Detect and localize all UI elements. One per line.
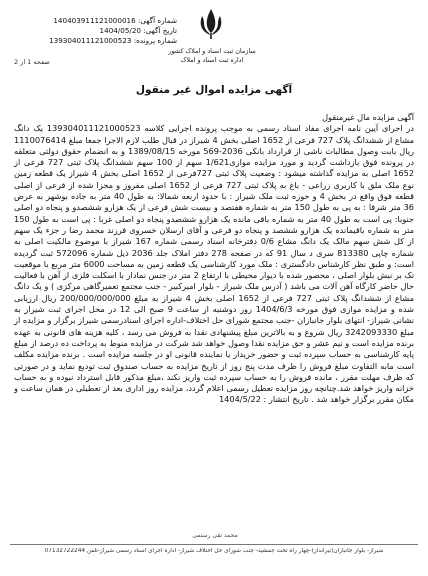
organization-name bbox=[150, 47, 274, 65]
footer-divider bbox=[10, 544, 418, 545]
organization-line-1: سازمان ثبت اسناد و املاک کشور bbox=[168, 47, 256, 55]
notice-reference-block bbox=[49, 16, 177, 46]
body-subtitle: آگهی مزایده مال غیرمنقول bbox=[322, 112, 414, 122]
organization-line-2: اداره ثبت اسناد و املاک bbox=[180, 56, 244, 64]
notice-header bbox=[0, 0, 428, 84]
page-indicator: صفحه 1 از 2 bbox=[14, 58, 50, 66]
signature-name: محمد تقی رستمی bbox=[192, 532, 238, 539]
footer-address: شیراز- بلوار جانبازان(تیرانداز)-چهار راه تخت جمشید- جنب شورای حل اختلاف شیراز- اداره اجرای اسناد رسمی شیراز-تلفن 07132722244 bbox=[44, 548, 384, 554]
notice-body bbox=[14, 112, 414, 406]
body-paragraph: در اجرای آیین نامه اجرای مفاد اسناد رسمی به موجب پرونده اجرایی کلاسه 139304011121000523 یک دانگ مشاع از ششدانگ پلاک 727 فرعی از 1652 اصلی بخش 4 شیراز در قبال طلب لازم الاجرا جمعا مبلغ 1110076414 ریال بابت وصول مطالبات ناشی از قرارداد بانکی 2036-569 مورخه 1389/08/15 و به انضمام حقوق دولتی متعلقه در پرونده فوق بازداشت گردید و مورد مزایده موازی1/621 سهم از 100 سهم ششدانگ پلاک ثبتی 727 فرعی از 1652 اصلی به مزایده گذاشته میشود : وضعیت پلاک ثبتی 727فرعی از 1652 اصلی بخش 4 شیراز یک قطعه زمین نوع ملک ملق با کاربری زراعی - باغ به پلاک ثبتی 727 فرعی از 1652 اصلی مفروز و مجزا شده از فرعی از اصلی قطعه فوق واقع در بخش 4 و حوزه ثبت ملک شیراز : با حدود اربعه شمالا: به طول 40 متر به جاده بوشهر به عرض 36 متر شرقا : به پی به طول 150 متر به شماره هفتصد و بیست شش فرعی از یک هزارو ششصدو و پنجاه دو اصلی جنوبا: پی است به طول 40 متر به شماره باقی مانده یک هزارو ششصدو پنجاه دو اصلی غربا : پی است به طول 150 متر به شماره باقیمانده یک هزارو ششصد و پنجاه دو فرعی و آقای ارسلان خسروی فرزند محمد رضا ر جزء یک سهم از کل شش سهم مالک یک دانگ مشاع 0/6 دفترخانه اسناد رسمی شماره 167 شیراز با موضوع مالکیت اصلی به شماره چاپی 813380 سری د سال 91 که در صفحه 278 دفتر املاک جلد 2036 ذیل شماره 572096 ثبت گردیده است: و طبق نظر کارشناس دادگستری : ملک مورد کارشناسی یک قطعه زمین به مساحت 6000 متر مربع با موقعیت تک بر نبش بلوار اصلی ، محصور شده با دیوار محیطی با ارتفاع 2 متر در جنس نمادار با اسکلت فلزی از آهن با فعالیت حال حاضر کارگاه آهن آلات می باشد ( آدرس ملک شیراز - بلوار امیرکبیر - جنب مجتمع تعمیرگاهی مرکزی ) و یک دانگ مشاع از ششدانگ پلاک ثبتی 727 فرعی از 1652 اصلی بخش 4 شیراز به مبلغ 200/000/000/000 ریال ارزیابی شده و مزایده موازی فوق مورخه 1404/6/3 روز دوشنبه از ساعت 9 صبح الی 12 در محل اجرای ثبت شیراز به نشانی شیراز- انتهای بلوار جانبازان -جنب مجتمع شورای حل اختلاف-اداره اجرای اسنادرسمی شیراز برگزار و مزایده از مبلغ 3242093330 ریال شروع و به بالاترین مبلغ پیشنهادی نقدا به فروش می رسد ، کلیه هزینه های قانونی به عهده برنده مزایده است و نیم عشر و حق مزایده نقدا وصول خواهد شد شرکت در مزایده منوط به پرداخت ده درصد از مبلغ پایه کارشناسی به حساب سپرده ثبت و حضور خریدار یا نماینده قانونی او در جلسه مزایده است . برنده مزایده مکلف است مابه التفاوت مبلغ فروش را ظرف مدت پنج روز از تاریخ مزایده به حساب صندوق ثبت تودیع نماید و در صورتی که ظرف مهلت مقرر ، مانده فروش را به حساب سپرده ثبت واریز نکند ،مبلغ مذکور قابل استرداد نبوده و به حساب خزانه واریز خواهد شد.چنانچه روز مزایده تعطیل رسمی اعلام گردد، مزایده روز اداری بعد از تعطیلی در همان ساعت و مکان مقرر برگزار خواهد شد . تاریخ انتشار : 1404/5/22 bbox=[14, 123, 415, 405]
notice-number: شماره آگهی: 140403911121000016 bbox=[53, 16, 177, 25]
page-title: آگهی مزایده اموال غیر منقول bbox=[135, 84, 293, 96]
notice-date: تاریخ آگهی: 1404/05/20 bbox=[99, 26, 177, 35]
case-number: شماره پرونده: 139304011121000523 bbox=[49, 36, 177, 45]
iran-emblem-icon bbox=[193, 6, 229, 42]
